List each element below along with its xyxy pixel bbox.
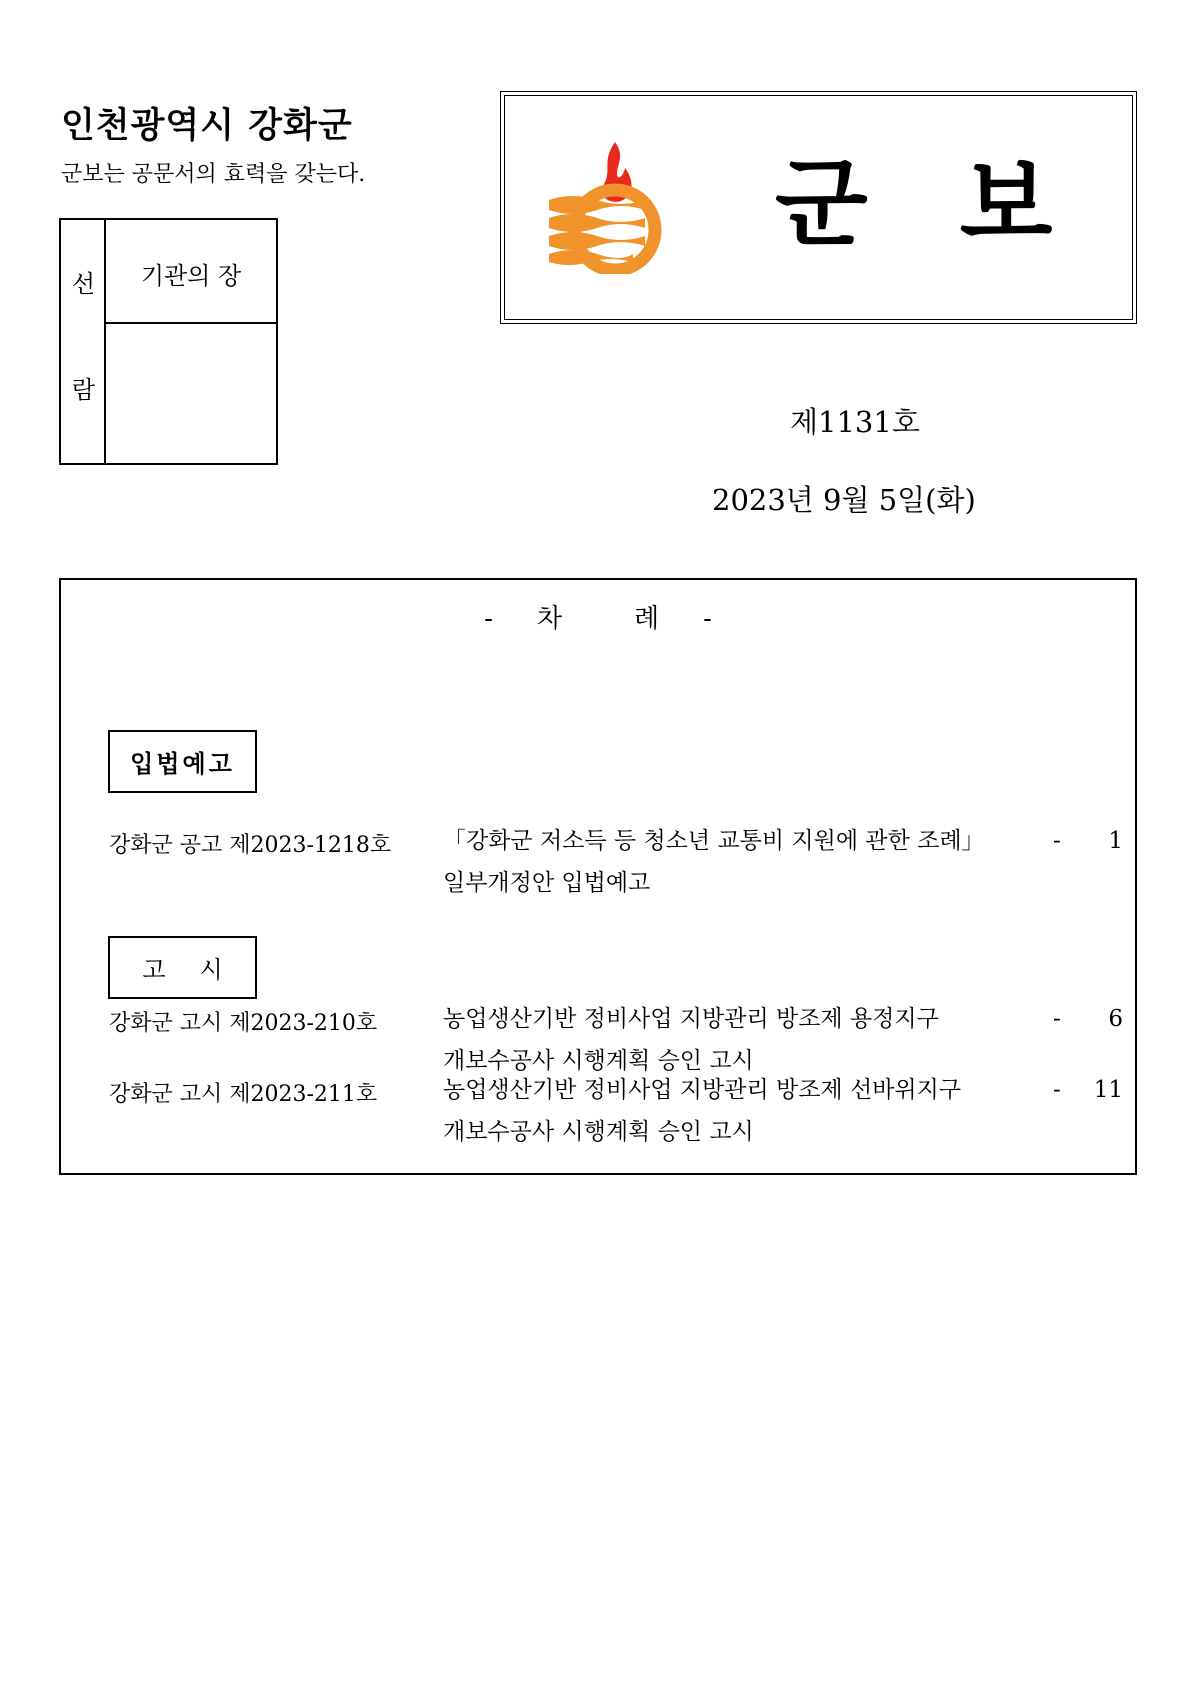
toc-title-char-2: 례 <box>634 604 660 634</box>
city-title: 인천광역시 강화군 <box>61 106 353 146</box>
masthead <box>500 91 1145 324</box>
entry-page-number[interactable]: 11 <box>1093 1077 1123 1103</box>
masthead-inner-frame <box>504 95 1145 320</box>
toc-title-dash-left: - <box>484 604 493 634</box>
section-label-public-notice: 고시 <box>108 936 257 999</box>
entry-description-line2: 일부개정안 입법예고 <box>443 870 651 896</box>
entry-description-line1: 「강화군 저소득 등 청소년 교통비 지원에 관한 조례」 <box>443 828 985 854</box>
entry-number: 강화군 공고 제2023-1218호 <box>109 833 392 858</box>
approval-head-label: 기관의 장 <box>140 262 242 290</box>
section-label-legislative-notice: 입법예고 <box>108 730 257 793</box>
entry-description <box>443 1069 961 1153</box>
issue-number: 제1131호 <box>790 405 920 439</box>
entry-dash: - <box>1053 828 1061 854</box>
entry-page-number[interactable]: 6 <box>1108 1006 1123 1032</box>
approval-side-column <box>61 220 106 463</box>
ganghwa-emblem-icon <box>543 134 673 278</box>
toc-title <box>61 598 1135 635</box>
table-of-contents <box>59 578 1137 1175</box>
toc-title-dash-right: - <box>703 604 712 634</box>
entry-number: 강화군 고시 제2023-210호 <box>109 1011 378 1036</box>
approval-head-cell <box>106 220 276 324</box>
entry-description <box>443 820 985 904</box>
approval-side-label-bottom: 람 <box>71 376 96 404</box>
toc-title-char-1: 차 <box>536 604 562 634</box>
subtitle: 군보는 공문서의 효력을 갖는다. <box>61 162 366 187</box>
entry-dash: - <box>1053 1006 1061 1032</box>
approval-box <box>59 218 278 465</box>
issue-date: 2023년 9월 5일(화) <box>712 483 976 517</box>
approval-side-label-top: 선 <box>71 270 96 298</box>
masthead-title: 군보 <box>775 148 1145 260</box>
entry-description-line1: 농업생산기반 정비사업 지방관리 방조제 용정지구 <box>443 1006 939 1032</box>
entry-dash: - <box>1053 1077 1061 1103</box>
entry-description-line1: 농업생산기반 정비사업 지방관리 방조제 선바위지구 <box>443 1077 962 1103</box>
entry-number: 강화군 고시 제2023-211호 <box>109 1082 378 1107</box>
entry-description-line2: 개보수공사 시행계획 승인 고시 <box>443 1048 754 1074</box>
entry-description-line2: 개보수공사 시행계획 승인 고시 <box>443 1119 754 1145</box>
entry-page-number[interactable]: 1 <box>1108 828 1123 854</box>
